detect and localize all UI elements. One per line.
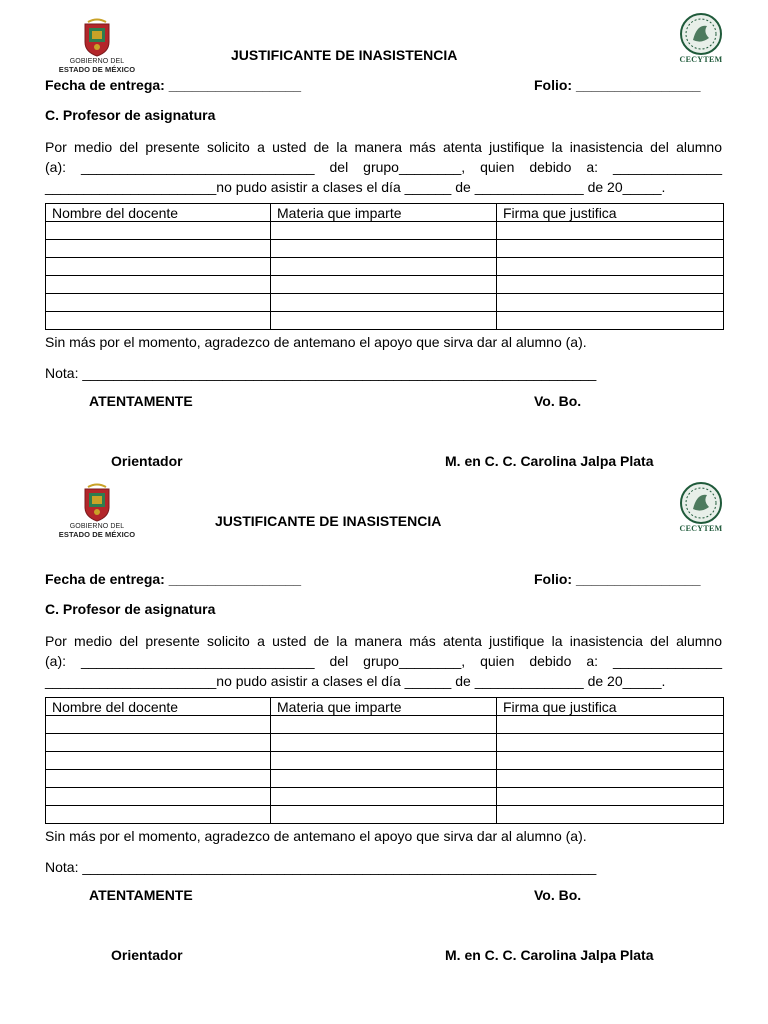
table-row — [46, 788, 724, 806]
table-row — [46, 222, 724, 240]
table-row — [46, 294, 724, 312]
cecytem-seal-icon — [679, 481, 723, 525]
paragraph-line: Por medio del presente solicito a usted de la manera más atenta justifique la inasistencia del alumno — [45, 139, 722, 155]
table-row — [46, 258, 724, 276]
request-paragraph — [45, 137, 722, 197]
closing-text: Sin más por el momento, agradezco de antemano el apoyo que sirva dar al alumno (a). — [45, 334, 587, 350]
cell-nombre[interactable] — [46, 222, 271, 240]
cecytem-label: CECYTEM — [679, 55, 723, 64]
recipient-heading: C. Profesor de asignatura — [45, 107, 216, 123]
column-header-firma: Firma que justifica — [497, 698, 724, 716]
vo-bo-label: Vo. Bo. — [534, 887, 582, 903]
folio-field: Folio: ________________ — [534, 77, 701, 93]
cell-firma[interactable] — [497, 222, 724, 240]
gov-line-2: ESTADO DE MÉXICO — [58, 530, 136, 539]
logo-gobierno — [47, 18, 147, 74]
table-header-row — [46, 204, 724, 222]
vo-bo-label: Vo. Bo. — [534, 393, 582, 409]
logo-gobierno — [47, 483, 147, 539]
column-header-materia: Materia que imparte — [271, 204, 497, 222]
cell-nombre[interactable] — [46, 312, 271, 330]
table-row — [46, 312, 724, 330]
cell-nombre[interactable] — [46, 806, 271, 824]
cell-firma[interactable] — [497, 806, 724, 824]
fecha-entrega-field: Fecha de entrega: _________________ — [45, 77, 302, 93]
cell-nombre[interactable] — [46, 258, 271, 276]
fecha-entrega-field: Fecha de entrega: _________________ — [45, 571, 302, 587]
teacher-signature-table — [45, 697, 724, 824]
paragraph-line: Por medio del presente solicito a usted de la manera más atenta justifique la inasistencia del alumno — [45, 633, 722, 649]
cell-nombre[interactable] — [46, 276, 271, 294]
orientador-signature-label: Orientador — [111, 947, 183, 963]
paragraph-line: ______________________no pudo asistir a clases el día ______ de ______________ de 20_____. — [45, 673, 666, 689]
cell-materia[interactable] — [271, 222, 497, 240]
nota-field: Nota: __________________________________________________________________ — [45, 365, 597, 381]
justificante-copy-1 — [0, 0, 768, 494]
column-header-nombre: Nombre del docente — [46, 204, 271, 222]
cell-nombre[interactable] — [46, 716, 271, 734]
column-header-materia: Materia que imparte — [271, 698, 497, 716]
justificante-copy-2 — [0, 494, 768, 988]
table-row — [46, 240, 724, 258]
recipient-heading: C. Profesor de asignatura — [45, 601, 216, 617]
folio-field: Folio: ________________ — [534, 571, 701, 587]
table-header-row — [46, 698, 724, 716]
cell-nombre[interactable] — [46, 752, 271, 770]
nota-field: Nota: __________________________________________________________________ — [45, 859, 597, 875]
closing-text: Sin más por el momento, agradezco de antemano el apoyo que sirva dar al alumno (a). — [45, 828, 587, 844]
document-title: JUSTIFICANTE DE INASISTENCIA — [231, 47, 458, 63]
cell-nombre[interactable] — [46, 788, 271, 806]
cell-firma[interactable] — [497, 788, 724, 806]
gov-line-1: GOBIERNO DEL — [69, 523, 125, 530]
cecytem-seal-icon — [679, 12, 723, 56]
paragraph-line: (a): ______________________________ del grupo________, quien debido a: ______________ — [45, 159, 722, 175]
table-row — [46, 276, 724, 294]
signatory-name: M. en C. C. Carolina Jalpa Plata — [445, 453, 654, 469]
cell-firma[interactable] — [497, 770, 724, 788]
cell-nombre[interactable] — [46, 240, 271, 258]
request-paragraph — [45, 631, 722, 691]
cell-materia[interactable] — [271, 716, 497, 734]
logo-cecytem — [672, 481, 730, 533]
table-row — [46, 716, 724, 734]
cell-firma[interactable] — [497, 716, 724, 734]
cell-firma[interactable] — [497, 294, 724, 312]
cell-materia[interactable] — [271, 258, 497, 276]
logo-cecytem — [672, 12, 730, 64]
table-row — [46, 806, 724, 824]
cell-firma[interactable] — [497, 734, 724, 752]
atentamente-label: ATENTAMENTE — [89, 887, 193, 903]
paragraph-line: ______________________no pudo asistir a clases el día ______ de ______________ de 20_____. — [45, 179, 666, 195]
table-row — [46, 752, 724, 770]
cell-nombre[interactable] — [46, 734, 271, 752]
cell-materia[interactable] — [271, 752, 497, 770]
cell-materia[interactable] — [271, 240, 497, 258]
teacher-signature-table — [45, 203, 724, 330]
table-row — [46, 770, 724, 788]
cell-firma[interactable] — [497, 752, 724, 770]
gov-line-1: GOBIERNO DEL — [69, 58, 125, 65]
column-header-firma: Firma que justifica — [497, 204, 724, 222]
cell-firma[interactable] — [497, 276, 724, 294]
paragraph-line: (a): ______________________________ del grupo________, quien debido a: ______________ — [45, 653, 722, 669]
cell-materia[interactable] — [271, 312, 497, 330]
column-header-nombre: Nombre del docente — [46, 698, 271, 716]
cecytem-label: CECYTEM — [679, 524, 723, 533]
cell-materia[interactable] — [271, 806, 497, 824]
coat-of-arms-icon — [77, 483, 117, 523]
coat-of-arms-icon — [77, 18, 117, 58]
cell-firma[interactable] — [497, 258, 724, 276]
atentamente-label: ATENTAMENTE — [89, 393, 193, 409]
cell-firma[interactable] — [497, 240, 724, 258]
cell-materia[interactable] — [271, 770, 497, 788]
gov-line-2: ESTADO DE MÉXICO — [58, 65, 136, 74]
cell-materia[interactable] — [271, 734, 497, 752]
cell-materia[interactable] — [271, 788, 497, 806]
document-title: JUSTIFICANTE DE INASISTENCIA — [215, 513, 442, 529]
table-row — [46, 734, 724, 752]
cell-firma[interactable] — [497, 312, 724, 330]
signatory-name: M. en C. C. Carolina Jalpa Plata — [445, 947, 654, 963]
cell-materia[interactable] — [271, 276, 497, 294]
orientador-signature-label: Orientador — [111, 453, 183, 469]
cell-nombre[interactable] — [46, 770, 271, 788]
cell-nombre[interactable] — [46, 294, 271, 312]
cell-materia[interactable] — [271, 294, 497, 312]
